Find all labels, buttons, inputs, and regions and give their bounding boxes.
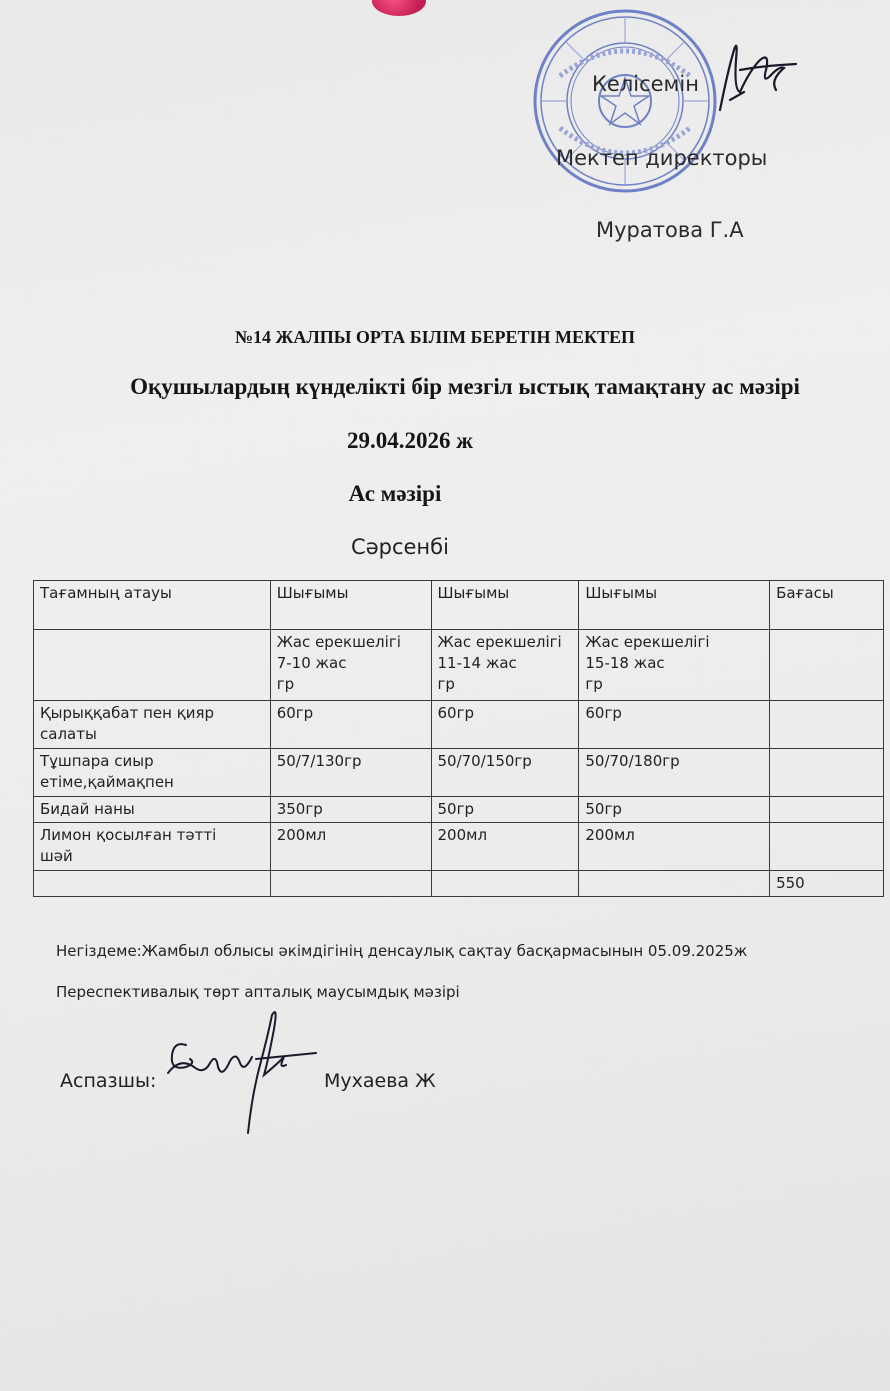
basis-note: Негіздеме:Жамбыл облысы әкімдігінің денсаулық сақтау басқармасынын 05.09.2025ж <box>56 942 748 960</box>
school-name: №14 ЖАЛПЫ ОРТА БІЛІМ БЕРЕТІН МЕКТЕП <box>234 327 636 347</box>
table-row <box>34 749 884 797</box>
dish-name: Тұшпара сиыр етіме,қаймақпен <box>34 749 271 797</box>
yield-11-14: 50/70/150гр <box>431 749 579 797</box>
header-price: Бағасы <box>770 581 884 630</box>
yield-15-18: 50гр <box>579 797 770 823</box>
table-row <box>34 797 884 823</box>
yield-15-18: 50/70/180гр <box>579 749 770 797</box>
yield-15-18: 60гр <box>579 701 770 749</box>
menu-subtitle: Оқушылардың күнделікті бір мезгіл ыстық тамақтану ас мәзірі <box>130 374 800 399</box>
age-group-row <box>34 630 884 701</box>
menu-title: Ас мәзірі <box>348 481 442 506</box>
dish-name: Қырыққабат пен қияр салаты <box>34 701 271 749</box>
perspective-note: Переспективалық төрт апталық маусымдық мәзірі <box>56 983 460 1001</box>
price-cell <box>770 823 884 871</box>
yield-15-18: 200мл <box>579 823 770 871</box>
cook-label: Аспазшы: <box>60 1070 157 1092</box>
menu-table <box>33 580 884 897</box>
approval-position: Мектеп директоры <box>556 146 768 170</box>
menu-date: 29.04.2026 ж <box>347 428 473 453</box>
header-yield-3: Шығымы <box>579 581 770 630</box>
dish-name: Лимон қосылған тәтті шәй <box>34 823 271 871</box>
cook-name: Мухаева Ж <box>324 1070 436 1092</box>
approval-agreed: Келісемін <box>592 72 699 96</box>
dish-name: Бидай наны <box>34 797 271 823</box>
cook-signature <box>160 1005 320 1140</box>
age-group-3: Жас ерекшелігі 15-18 жас гр <box>579 630 770 701</box>
total-row <box>34 871 884 897</box>
yield-11-14: 50гр <box>431 797 579 823</box>
price-cell <box>770 797 884 823</box>
director-signature <box>700 30 800 120</box>
yield-7-10: 50/7/130гр <box>270 749 431 797</box>
push-pin <box>372 0 426 16</box>
table-row <box>34 701 884 749</box>
price-cell <box>770 701 884 749</box>
header-yield-1: Шығымы <box>270 581 431 630</box>
table-header-row <box>34 581 884 630</box>
total-price: 550 <box>770 871 884 897</box>
yield-7-10: 350гр <box>270 797 431 823</box>
yield-7-10: 200мл <box>270 823 431 871</box>
age-group-2: Жас ерекшелігі 11-14 жас гр <box>431 630 579 701</box>
yield-11-14: 60гр <box>431 701 579 749</box>
yield-7-10: 60гр <box>270 701 431 749</box>
yield-11-14: 200мл <box>431 823 579 871</box>
table-row <box>34 823 884 871</box>
header-yield-2: Шығымы <box>431 581 579 630</box>
price-cell <box>770 749 884 797</box>
weekday: Сәрсенбі <box>351 535 449 559</box>
header-dish-name: Тағамның атауы <box>34 581 271 630</box>
director-name: Муратова Г.А <box>596 218 744 242</box>
age-group-1: Жас ерекшелігі 7-10 жас гр <box>270 630 431 701</box>
